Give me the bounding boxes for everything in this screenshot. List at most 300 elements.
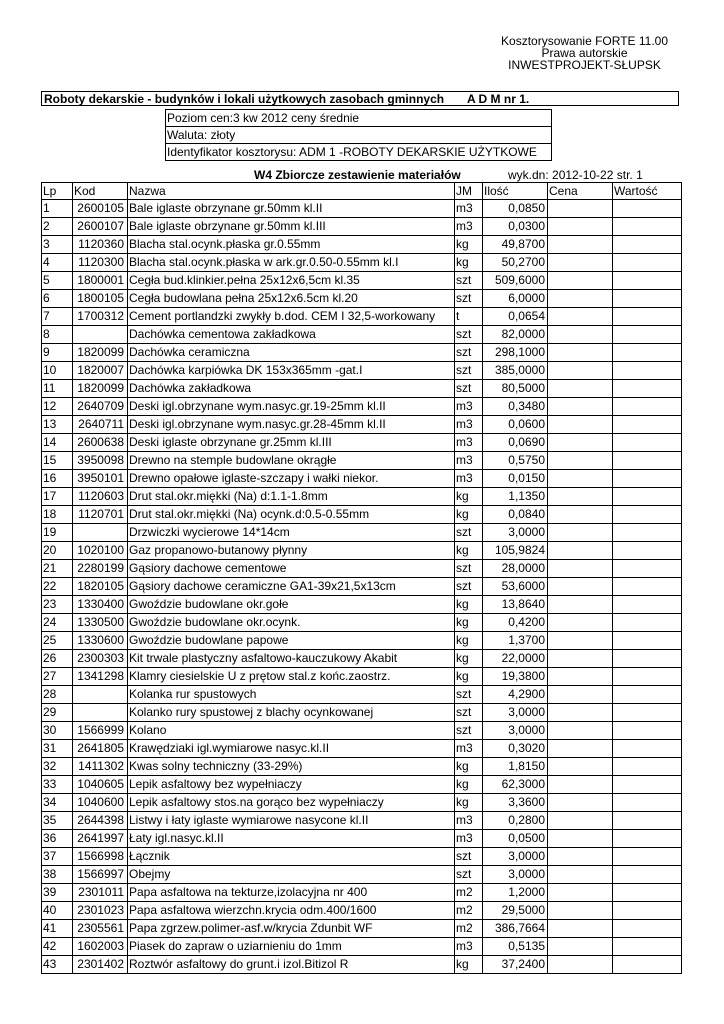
- cell-kod: 2641805: [73, 740, 128, 758]
- cell-ilosc: 0,0850: [483, 200, 548, 218]
- cell-cena: [548, 812, 613, 830]
- cell-lp: 27: [42, 668, 73, 686]
- materials-table: [41, 182, 682, 974]
- cell-wartosc: [613, 614, 682, 632]
- cell-wartosc: [613, 596, 682, 614]
- cell-ilosc: 1,3700: [483, 632, 548, 650]
- cell-jm: m3: [455, 830, 483, 848]
- cell-nazwa: Kwas solny techniczny (33-29%): [128, 758, 455, 776]
- table-body: [42, 200, 682, 974]
- print-date-page: wyk.dn: 2012-10-22 str. 1: [508, 168, 643, 182]
- table-row: [42, 488, 682, 506]
- cell-jm: szt: [455, 848, 483, 866]
- cell-lp: 11: [42, 380, 73, 398]
- cell-lp: 40: [42, 902, 73, 920]
- cell-wartosc: [613, 560, 682, 578]
- table-row: [42, 362, 682, 380]
- cell-lp: 23: [42, 596, 73, 614]
- cell-cena: [548, 488, 613, 506]
- cell-jm: szt: [455, 578, 483, 596]
- software-name: Kosztorysowanie FORTE 11.00: [501, 34, 668, 48]
- cell-cena: [548, 776, 613, 794]
- table-row: [42, 254, 682, 272]
- cell-jm: kg: [455, 668, 483, 686]
- cell-kod: 1020100: [73, 542, 128, 560]
- table-row: [42, 650, 682, 668]
- cell-cena: [548, 344, 613, 362]
- col-wartosc: Wartość: [613, 183, 682, 200]
- cell-wartosc: [613, 524, 682, 542]
- cell-cena: [548, 254, 613, 272]
- cell-nazwa: Gwoździe budowlane okr.ocynk.: [128, 614, 455, 632]
- table-row: [42, 812, 682, 830]
- cell-nazwa: Drewno na stemple budowlane okrągłe: [128, 452, 455, 470]
- table-row: [42, 542, 682, 560]
- cell-kod: 2301023: [73, 902, 128, 920]
- cell-jm: m3: [455, 416, 483, 434]
- cell-ilosc: 80,5000: [483, 380, 548, 398]
- cell-lp: 19: [42, 524, 73, 542]
- cell-wartosc: [613, 758, 682, 776]
- cell-jm: kg: [455, 956, 483, 974]
- table-row: [42, 776, 682, 794]
- cell-jm: szt: [455, 560, 483, 578]
- cell-lp: 3: [42, 236, 73, 254]
- cell-ilosc: 0,0150: [483, 470, 548, 488]
- cell-kod: 2600638: [73, 434, 128, 452]
- cell-ilosc: 0,0500: [483, 830, 548, 848]
- cell-jm: kg: [455, 776, 483, 794]
- cell-lp: 7: [42, 308, 73, 326]
- cell-lp: 25: [42, 632, 73, 650]
- cell-kod: 1566998: [73, 848, 128, 866]
- cell-lp: 30: [42, 722, 73, 740]
- cell-lp: 16: [42, 470, 73, 488]
- table-row: [42, 758, 682, 776]
- table-row: [42, 470, 682, 488]
- currency: Waluta: złoty: [166, 126, 551, 143]
- cell-nazwa: Krawędziaki igl.wymiarowe nasyc.kl.II: [128, 740, 455, 758]
- cell-wartosc: [613, 218, 682, 236]
- cell-cena: [548, 794, 613, 812]
- cell-wartosc: [613, 722, 682, 740]
- cell-cena: [548, 290, 613, 308]
- col-ilosc: Ilość: [483, 183, 548, 200]
- cell-nazwa: Deski igl.obrzynane wym.nasyc.gr.19-25mm kl.II: [128, 398, 455, 416]
- cell-kod: [73, 686, 128, 704]
- cell-jm: m3: [455, 812, 483, 830]
- cell-cena: [548, 362, 613, 380]
- cell-cena: [548, 542, 613, 560]
- cell-jm: m3: [455, 200, 483, 218]
- table-row: [42, 218, 682, 236]
- cell-kod: 2300303: [73, 650, 128, 668]
- table-row: [42, 560, 682, 578]
- col-cena: Cena: [548, 183, 613, 200]
- cell-cena: [548, 884, 613, 902]
- cell-ilosc: 13,8640: [483, 596, 548, 614]
- cell-kod: [73, 704, 128, 722]
- cell-nazwa: Lepik asfaltowy stos.na gorąco bez wypełniaczy: [128, 794, 455, 812]
- cell-jm: m3: [455, 938, 483, 956]
- table-row: [42, 524, 682, 542]
- cell-wartosc: [613, 884, 682, 902]
- cell-lp: 28: [42, 686, 73, 704]
- cell-cena: [548, 830, 613, 848]
- cell-jm: kg: [455, 614, 483, 632]
- cell-wartosc: [613, 398, 682, 416]
- cell-wartosc: [613, 542, 682, 560]
- cell-wartosc: [613, 866, 682, 884]
- cell-cena: [548, 308, 613, 326]
- cell-wartosc: [613, 272, 682, 290]
- cell-lp: 36: [42, 830, 73, 848]
- cell-lp: 29: [42, 704, 73, 722]
- cell-jm: szt: [455, 326, 483, 344]
- estimate-title: [41, 91, 679, 106]
- cell-kod: 2600105: [73, 200, 128, 218]
- cell-lp: 42: [42, 938, 73, 956]
- cell-ilosc: 3,0000: [483, 722, 548, 740]
- price-level: Poziom cen:3 kw 2012 ceny średnie: [167, 111, 360, 125]
- cell-ilosc: 105,9824: [483, 542, 548, 560]
- cell-kod: 1330500: [73, 614, 128, 632]
- cell-nazwa: Blacha stal.ocynk.płaska w ark.gr.0.50-0.55mm kl.I: [128, 254, 455, 272]
- cell-lp: 22: [42, 578, 73, 596]
- table-row: [42, 830, 682, 848]
- table-row: [42, 866, 682, 884]
- cell-ilosc: 6,0000: [483, 290, 548, 308]
- cell-wartosc: [613, 632, 682, 650]
- cell-lp: 14: [42, 434, 73, 452]
- cell-nazwa: Gwoździe budowlane papowe: [128, 632, 455, 650]
- cell-kod: 2640711: [73, 416, 128, 434]
- cell-kod: 1330600: [73, 632, 128, 650]
- cell-jm: kg: [455, 506, 483, 524]
- cell-ilosc: 0,0300: [483, 218, 548, 236]
- cell-wartosc: [613, 938, 682, 956]
- col-lp: Lp: [42, 183, 73, 200]
- cell-jm: szt: [455, 524, 483, 542]
- cell-nazwa: Blacha stal.ocynk.płaska gr.0.55mm: [128, 236, 455, 254]
- cell-nazwa: Klamry ciesielskie U z prętow stal.z końc.zaostrz.: [128, 668, 455, 686]
- cell-ilosc: 3,3600: [483, 794, 548, 812]
- table-row: [42, 308, 682, 326]
- cell-cena: [548, 866, 613, 884]
- cell-wartosc: [613, 650, 682, 668]
- cell-nazwa: Kolano: [128, 722, 455, 740]
- cell-nazwa: Piasek do zapraw o uziarnieniu do 1mm: [128, 938, 455, 956]
- cell-jm: kg: [455, 254, 483, 272]
- cell-cena: [548, 614, 613, 632]
- cell-cena: [548, 740, 613, 758]
- cell-lp: 35: [42, 812, 73, 830]
- cell-nazwa: Kolanka rur spustowych: [128, 686, 455, 704]
- cell-cena: [548, 416, 613, 434]
- table-row: [42, 920, 682, 938]
- estimate-title-text: Roboty dekarskie - budynków i lokali użytkowych zasobach gminnych: [44, 92, 445, 106]
- cell-ilosc: 28,0000: [483, 560, 548, 578]
- cell-jm: szt: [455, 380, 483, 398]
- cell-wartosc: [613, 740, 682, 758]
- cell-kod: 1820099: [73, 380, 128, 398]
- cell-wartosc: [613, 506, 682, 524]
- cell-lp: 32: [42, 758, 73, 776]
- cell-wartosc: [613, 380, 682, 398]
- cell-kod: 1330400: [73, 596, 128, 614]
- cell-wartosc: [613, 488, 682, 506]
- cell-kod: 2600107: [73, 218, 128, 236]
- cell-wartosc: [613, 578, 682, 596]
- cell-nazwa: Kolanko rury spustowej z blachy ocynkowanej: [128, 704, 455, 722]
- cell-nazwa: Kit trwale plastyczny asfaltowo-kauczukowy Akabit: [128, 650, 455, 668]
- cell-jm: m3: [455, 740, 483, 758]
- col-jm: JM: [455, 183, 483, 200]
- cell-jm: t: [455, 308, 483, 326]
- cell-nazwa: Papa asfaltowa na tekturze,izolacyjna nr 400: [128, 884, 455, 902]
- cell-cena: [548, 452, 613, 470]
- cell-ilosc: 3,0000: [483, 866, 548, 884]
- table-row: [42, 668, 682, 686]
- cell-kod: 1120701: [73, 506, 128, 524]
- cell-ilosc: 22,0000: [483, 650, 548, 668]
- cell-cena: [548, 938, 613, 956]
- cell-cena: [548, 524, 613, 542]
- cell-ilosc: 1,1350: [483, 488, 548, 506]
- estimate-info-box: [165, 109, 552, 161]
- cell-wartosc: [613, 920, 682, 938]
- table-header-row: [42, 183, 682, 200]
- table-row: [42, 686, 682, 704]
- cell-ilosc: 0,5750: [483, 452, 548, 470]
- cell-wartosc: [613, 830, 682, 848]
- cell-wartosc: [613, 434, 682, 452]
- cell-ilosc: 385,0000: [483, 362, 548, 380]
- cell-kod: 1341298: [73, 668, 128, 686]
- cell-nazwa: Łącznik: [128, 848, 455, 866]
- cell-nazwa: Roztwór asfaltowy do grunt.i izol.Bitizol R: [128, 956, 455, 974]
- cell-wartosc: [613, 812, 682, 830]
- cell-ilosc: 3,0000: [483, 524, 548, 542]
- cell-lp: 12: [42, 398, 73, 416]
- cell-jm: kg: [455, 236, 483, 254]
- col-nazwa: Nazwa: [128, 183, 455, 200]
- cell-nazwa: Łaty igl.nasyc.kl.II: [128, 830, 455, 848]
- cell-lp: 43: [42, 956, 73, 974]
- cell-kod: 2644398: [73, 812, 128, 830]
- table-row: [42, 848, 682, 866]
- cell-lp: 34: [42, 794, 73, 812]
- cell-ilosc: 0,0690: [483, 434, 548, 452]
- table-row: [42, 344, 682, 362]
- cell-nazwa: Cement portlandzki zwykły b.dod. CEM I 32,5-workowany: [128, 308, 455, 326]
- col-kod: Kod: [73, 183, 128, 200]
- cell-wartosc: [613, 200, 682, 218]
- cell-kod: 1820007: [73, 362, 128, 380]
- report-header: [501, 35, 668, 71]
- cell-cena: [548, 704, 613, 722]
- cell-jm: szt: [455, 704, 483, 722]
- table-row: [42, 902, 682, 920]
- cell-jm: szt: [455, 362, 483, 380]
- cell-jm: m3: [455, 452, 483, 470]
- table-row: [42, 434, 682, 452]
- cell-cena: [548, 380, 613, 398]
- cell-jm: m3: [455, 398, 483, 416]
- cell-ilosc: 53,6000: [483, 578, 548, 596]
- cell-jm: m3: [455, 218, 483, 236]
- cell-ilosc: 386,7664: [483, 920, 548, 938]
- cell-jm: szt: [455, 290, 483, 308]
- cell-kod: 1040605: [73, 776, 128, 794]
- cell-ilosc: 0,0654: [483, 308, 548, 326]
- copyright-label: Prawa autorskie: [541, 46, 628, 60]
- cell-cena: [548, 326, 613, 344]
- cell-jm: kg: [455, 596, 483, 614]
- cell-kod: [73, 326, 128, 344]
- cell-ilosc: 19,3800: [483, 668, 548, 686]
- cell-cena: [548, 848, 613, 866]
- cell-kod: [73, 524, 128, 542]
- cell-kod: 2641997: [73, 830, 128, 848]
- cell-wartosc: [613, 470, 682, 488]
- cell-wartosc: [613, 254, 682, 272]
- cell-lp: 37: [42, 848, 73, 866]
- table-row: [42, 398, 682, 416]
- cell-cena: [548, 470, 613, 488]
- cell-kod: 1602003: [73, 938, 128, 956]
- table-row: [42, 704, 682, 722]
- cell-cena: [548, 920, 613, 938]
- cell-kod: 3950098: [73, 452, 128, 470]
- cell-kod: 1411302: [73, 758, 128, 776]
- cell-cena: [548, 218, 613, 236]
- cell-lp: 41: [42, 920, 73, 938]
- cell-kod: 2305561: [73, 920, 128, 938]
- cell-lp: 20: [42, 542, 73, 560]
- cell-wartosc: [613, 686, 682, 704]
- cell-nazwa: Deski iglaste obrzynane gr.25mm kl.III: [128, 434, 455, 452]
- cell-nazwa: Gwoździe budowlane okr.gołe: [128, 596, 455, 614]
- cell-wartosc: [613, 704, 682, 722]
- cell-nazwa: Drut stal.okr.miękki (Na) ocynk.d:0.5-0.55mm: [128, 506, 455, 524]
- table-row: [42, 236, 682, 254]
- cell-kod: 1566997: [73, 866, 128, 884]
- cell-nazwa: Drewno opałowe iglaste-szczapy i wałki niekor.: [128, 470, 455, 488]
- cell-kod: 1820099: [73, 344, 128, 362]
- cell-jm: kg: [455, 542, 483, 560]
- cell-ilosc: 1,2000: [483, 884, 548, 902]
- cell-jm: szt: [455, 344, 483, 362]
- cell-lp: 39: [42, 884, 73, 902]
- table-row: [42, 452, 682, 470]
- cell-ilosc: 4,2900: [483, 686, 548, 704]
- cell-wartosc: [613, 956, 682, 974]
- cell-ilosc: 62,3000: [483, 776, 548, 794]
- cell-kod: 1120603: [73, 488, 128, 506]
- cell-nazwa: Listwy i łaty iglaste wymiarowe nasycone kl.II: [128, 812, 455, 830]
- cell-cena: [548, 560, 613, 578]
- cell-lp: 10: [42, 362, 73, 380]
- cell-ilosc: 0,0600: [483, 416, 548, 434]
- cell-kod: 2301011: [73, 884, 128, 902]
- cell-nazwa: Deski igl.obrzynane wym.nasyc.gr.28-45mm kl.II: [128, 416, 455, 434]
- cell-wartosc: [613, 236, 682, 254]
- cell-jm: szt: [455, 686, 483, 704]
- cell-jm: szt: [455, 866, 483, 884]
- estimate-identifier: Identyfikator kosztorysu: ADM 1 -ROBOTY DEKARSKIE UŻYTKOWE: [166, 143, 551, 160]
- cell-nazwa: Cegła budowlana pełna 25x12x6.5cm kl.20: [128, 290, 455, 308]
- cell-lp: 13: [42, 416, 73, 434]
- cell-cena: [548, 434, 613, 452]
- cell-nazwa: Dachówka cementowa zakładkowa: [128, 326, 455, 344]
- cell-ilosc: 0,5135: [483, 938, 548, 956]
- cell-nazwa: Papa zgrzew.polimer-asf.w/krycia Zdunbit WF: [128, 920, 455, 938]
- section-title: W4 Zbiorcze zestawienie materiałów: [254, 168, 461, 182]
- cell-wartosc: [613, 326, 682, 344]
- cell-nazwa: Gąsiory dachowe ceramiczne GA1-39x21,5x13cm: [128, 578, 455, 596]
- cell-cena: [548, 596, 613, 614]
- estimate-number: A D M nr 1.: [467, 92, 530, 106]
- cell-jm: kg: [455, 632, 483, 650]
- cell-jm: m3: [455, 470, 483, 488]
- cell-nazwa: Gąsiory dachowe cementowe: [128, 560, 455, 578]
- cell-ilosc: 50,2700: [483, 254, 548, 272]
- cell-kod: 2301402: [73, 956, 128, 974]
- cell-cena: [548, 722, 613, 740]
- table-row: [42, 326, 682, 344]
- cell-lp: 6: [42, 290, 73, 308]
- cell-cena: [548, 236, 613, 254]
- cell-ilosc: 82,0000: [483, 326, 548, 344]
- table-row: [42, 794, 682, 812]
- cell-nazwa: Dachówka zakładkowa: [128, 380, 455, 398]
- cell-jm: kg: [455, 650, 483, 668]
- cell-ilosc: 0,0840: [483, 506, 548, 524]
- cell-lp: 33: [42, 776, 73, 794]
- cell-wartosc: [613, 362, 682, 380]
- cell-jm: m2: [455, 884, 483, 902]
- table-row: [42, 416, 682, 434]
- cell-ilosc: 298,1000: [483, 344, 548, 362]
- cell-wartosc: [613, 794, 682, 812]
- cell-cena: [548, 650, 613, 668]
- cell-lp: 18: [42, 506, 73, 524]
- cell-cena: [548, 632, 613, 650]
- table-row: [42, 200, 682, 218]
- table-row: [42, 380, 682, 398]
- cell-jm: m3: [455, 434, 483, 452]
- cell-kod: 1800001: [73, 272, 128, 290]
- cell-kod: 1120300: [73, 254, 128, 272]
- cell-nazwa: Dachówka ceramiczna: [128, 344, 455, 362]
- cell-kod: 1700312: [73, 308, 128, 326]
- cell-ilosc: 0,2800: [483, 812, 548, 830]
- cell-jm: m2: [455, 902, 483, 920]
- cell-lp: 5: [42, 272, 73, 290]
- cell-nazwa: Bale iglaste obrzynane gr.50mm kl.III: [128, 218, 455, 236]
- cell-jm: szt: [455, 722, 483, 740]
- cell-nazwa: Drzwiczki wycierowe 14*14cm: [128, 524, 455, 542]
- table-row: [42, 740, 682, 758]
- cell-nazwa: Papa asfaltowa wierzchn.krycia odm.400/1600: [128, 902, 455, 920]
- cell-kod: 2280199: [73, 560, 128, 578]
- cell-cena: [548, 902, 613, 920]
- cell-lp: 17: [42, 488, 73, 506]
- cell-kod: 3950101: [73, 470, 128, 488]
- cell-wartosc: [613, 668, 682, 686]
- cell-kod: 1566999: [73, 722, 128, 740]
